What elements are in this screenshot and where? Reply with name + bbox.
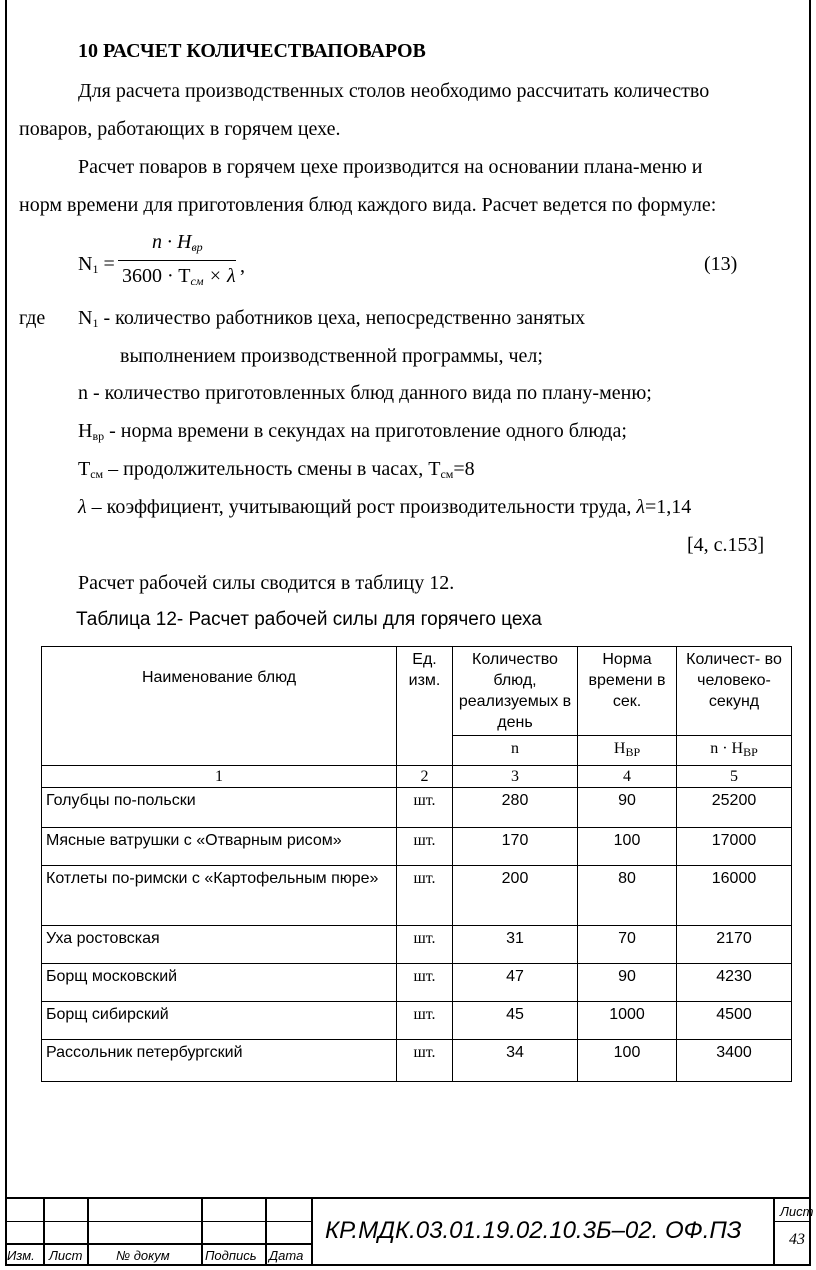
table-caption: Таблица 12- Расчет рабочей силы для горячего цеха [76,609,542,630]
row-norm: 90 [578,964,677,1002]
header-total: Количест- во человеко- секунд [677,647,792,736]
where-n1: $N_1$ - количество работников цеха, непосредственно занятых [78,307,586,330]
where-lambda: λ – коэффициент, учитывающий рост производительности труда, λ=1,14 [78,496,692,518]
fraction-bar [118,260,236,261]
row-unit: шт. [397,926,453,964]
formula-denominator: $3600 \cdot T_{см} \times \lambda$ [122,265,236,288]
stamp-date: Дата [269,1248,304,1263]
table-row [42,866,792,926]
colnum-3: 3 [453,766,578,788]
table-row [42,1002,792,1040]
row-norm: 70 [578,926,677,964]
row-total: 25200 [677,788,792,828]
row-norm: 100 [578,1040,677,1082]
sheet-label: Лист [780,1204,814,1219]
formula-comma: , [240,255,245,277]
row-total: 16000 [677,866,792,926]
row-n: 31 [453,926,578,964]
stamp-list: Лист [49,1248,83,1263]
where-label: где [19,307,46,329]
stamp-divider [773,1199,775,1266]
formula-number: (13) [704,253,738,275]
row-n: 200 [453,866,578,926]
stamp-doc: № докум [116,1248,170,1263]
where-t: $Т_{см}$ – продолжительность смены в часах, $Т_{см}=8$ [78,458,475,481]
stamp-divider [201,1199,203,1266]
row-total: 17000 [677,828,792,866]
row-norm: 100 [578,828,677,866]
labor-table [41,646,792,1082]
table-row [42,788,792,828]
table-row [42,964,792,1002]
stamp-divider [311,1199,313,1266]
colnum-2: 2 [397,766,453,788]
row-unit: шт. [397,1040,453,1082]
stamp-row-line [5,1243,311,1245]
row-name: Котлеты по-римски с «Картофельным пюре» [42,866,397,926]
subheader-total: $n \cdot Н_{ВР}$ [677,736,792,766]
where-n1-cont: выполнением производственной программы, чел; [120,345,543,367]
para1-line1: Для расчета производственных столов необходимо рассчитать количество [78,80,710,102]
row-n: 170 [453,828,578,866]
header-count: Количество блюд, реализуемых в день [453,647,578,736]
row-norm: 90 [578,788,677,828]
para2-line2: норм времени для приготовления блюд каждого вида. Расчет ведется по формуле: [19,194,717,216]
row-unit: шт. [397,866,453,926]
formula-numerator: $n \cdot H_{вр}$ [152,231,203,254]
title-block [5,1197,814,1266]
header-unit: Ед. изм. [397,647,453,766]
stamp-sign: Подпись [205,1248,257,1263]
table-row [42,1040,792,1082]
colnum-4: 4 [578,766,677,788]
stamp-row-line [773,1221,811,1222]
row-n: 34 [453,1040,578,1082]
para2-line1: Расчет поваров в горячем цехе производится на основании плана-меню и [78,156,703,178]
row-n: 45 [453,1002,578,1040]
row-name: Мясные ватрушки с «Отварным рисом» [42,828,397,866]
row-total: 2170 [677,926,792,964]
para1-line2: поваров, работающих в горячем цехе. [19,118,341,140]
row-name: Борщ московский [42,964,397,1002]
para3: Расчет рабочей силы сводится в таблицу 12. [78,572,455,594]
table-row [42,926,792,964]
stamp-izm: Изм. [7,1248,35,1263]
header-norm: Норма времени в сек. [578,647,677,736]
table-colnum-row [42,766,792,788]
row-unit: шт. [397,964,453,1002]
row-name: Рассольник петербургский [42,1040,397,1082]
table-row [42,828,792,866]
stamp-divider [265,1199,267,1266]
subheader-count: n [453,736,578,766]
row-unit: шт. [397,828,453,866]
stamp-divider [87,1199,89,1266]
row-total: 4500 [677,1002,792,1040]
row-n: 47 [453,964,578,1002]
table-header-row [42,647,792,736]
row-n: 280 [453,788,578,828]
section-heading: 10 РАСЧЕТ КОЛИЧЕСТВАПОВАРОВ [78,40,426,62]
formula-lhs: $N_1$ = [78,253,115,276]
row-name: Голубцы по-польски [42,788,397,828]
document-code: КР.МДК.03.01.19.02.10.3Б–02. ОФ.ПЗ [325,1217,742,1244]
where-n: n - количество приготовленных блюд данного вида по плану-меню; [78,382,652,404]
row-unit: шт. [397,788,453,828]
row-total: 3400 [677,1040,792,1082]
stamp-row-line [5,1221,311,1222]
subheader-norm: $Н_{ВР}$ [578,736,677,766]
header-name: Наименование блюд [42,647,397,766]
stamp-divider [43,1199,45,1266]
row-norm: 1000 [578,1002,677,1040]
reference: [4, с.153] [687,534,765,556]
colnum-1: 1 [42,766,397,788]
sheet-number: 43 [789,1231,805,1248]
where-h: $Н_{вр}$ - норма времени в секундах на приготовление одного блюда; [78,420,627,443]
row-name: Борщ сибирский [42,1002,397,1040]
colnum-5: 5 [677,766,792,788]
row-norm: 80 [578,866,677,926]
row-total: 4230 [677,964,792,1002]
row-unit: шт. [397,1002,453,1040]
row-name: Уха ростовская [42,926,397,964]
